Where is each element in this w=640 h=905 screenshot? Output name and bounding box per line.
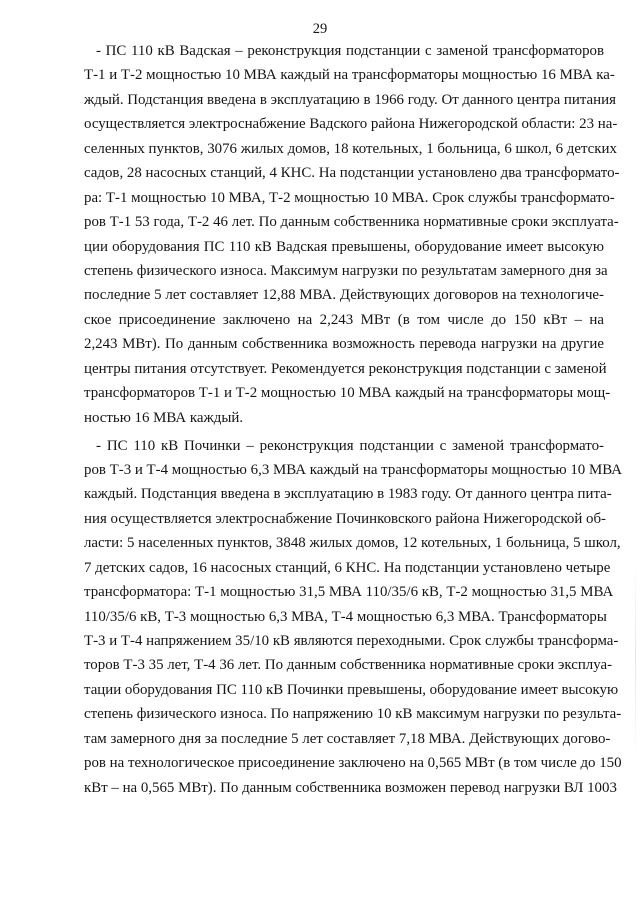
paragraph-line: - ПС 110 кВ Вадская – реконструкция подстанции с заменой трансформаторов <box>96 43 604 59</box>
paragraph-line: каждый. Подстанция введена в эксплуатацию в 1983 году. От данного центра пита- <box>84 486 612 503</box>
scan-edge-mark <box>635 560 636 760</box>
paragraph <box>84 39 620 430</box>
paragraph-line: 2,243 МВт). По данным собственника возможность перевода нагрузки на другие <box>84 336 604 353</box>
page-number: 29 <box>312 21 328 37</box>
paragraph-line: кВт – на 0,565 МВт). По данным собственника возможен перевод нагрузки ВЛ 1003 <box>84 779 617 796</box>
paragraph-line: 7 детских садов, 16 насосных станций, 6 КНС. На подстанции установлено четыре <box>84 559 611 576</box>
paragraph-line: Т-1 и Т-2 мощностью 10 МВА каждый на трансформаторы мощностью 16 МВА ка- <box>84 67 615 84</box>
document-body <box>84 39 622 804</box>
paragraph <box>84 434 622 801</box>
paragraph-line: садов, 28 насосных станций, 4 КНС. На подстанции установлено два трансформато- <box>84 165 620 182</box>
paragraph-line: тации оборудования ПС 110 кВ Починки превышены, оборудование имеет высокую <box>84 681 619 698</box>
paragraph-line: ра: Т-1 мощностью 10 МВА, Т-2 мощностью 10 МВА. Срок службы трансформато- <box>84 189 615 206</box>
paragraph-line: ния осуществляется электроснабжение Починковского района Нижегородской об- <box>84 510 607 527</box>
paragraph-line: ждый. Подстанция введена в эксплуатацию в 1966 году. От данного центра питания <box>84 91 616 108</box>
paragraph-line: - ПС 110 кВ Починки – реконструкция подстанции с заменой трансформато- <box>96 437 604 454</box>
paragraph-line: ров на технологическое присоединение заключено на 0,565 МВт (в том числе до 150 <box>84 755 622 772</box>
paragraph-line: там замерного дня за последние 5 лет составляет 7,18 МВА. Действующих догово- <box>84 730 611 747</box>
paragraph-line: степень физического износа. Максимум нагрузки по результатам замерного дня за <box>84 262 608 279</box>
paragraph-line: степень физического износа. По напряжению 10 кВ максимум нагрузки по результа- <box>84 706 622 723</box>
paragraph-line: ласти: 5 населенных пунктов, 3848 жилых домов, 12 котельных, 1 больница, 5 школ, <box>84 535 621 552</box>
paragraph-line: осуществляется электроснабжение Вадского района Нижегородской области: 23 на- <box>84 116 618 133</box>
paragraph-line: 110/35/6 кВ, Т-3 мощностью 6,3 МВА, Т-4 мощностью 6,3 МВА. Трансформаторы <box>84 608 607 625</box>
paragraph-line: ское присоединение заключено на 2,243 МВт (в том числе до 150 кВт – на <box>84 311 604 328</box>
paragraph-line: ров Т-3 и Т-4 мощностью 6,3 МВА каждый на трансформаторы мощностью 10 МВА <box>84 461 622 478</box>
paragraph-line: центры питания отсутствует. Рекомендуется реконструкция подстанции с заменой <box>84 360 607 377</box>
paragraph-line: селенных пунктов, 3076 жилых домов, 18 котельных, 1 больница, 6 школ, 6 детских <box>84 140 617 157</box>
paragraph-line: ностью 16 МВА каждый. <box>84 409 244 426</box>
paragraph-line: трансформаторов Т-1 и Т-2 мощностью 10 МВА каждый на трансформаторы мощ- <box>84 385 611 402</box>
paragraph-line: ров Т-1 53 года, Т-2 46 лет. По данным собственника нормативные сроки эксплуата- <box>84 214 619 231</box>
paragraph-line: Т-3 и Т-4 напряжением 35/10 кВ являются переходными. Срок службы трансформа- <box>84 633 619 649</box>
paragraph-line: последние 5 лет составляет 12,88 МВА. Действующих договоров на технологиче- <box>84 287 604 304</box>
paragraph-line: трансформатора: Т-1 мощностью 31,5 МВА 110/35/6 кВ, Т-2 мощностью 31,5 МВА <box>84 584 614 601</box>
paragraph-line: торов Т-3 35 лет, Т-4 36 лет. По данным собственника нормативные сроки эксплуа- <box>84 657 613 674</box>
paragraph-line: ции оборудования ПС 110 кВ Вадская превышены, оборудование имеет высокую <box>84 238 604 255</box>
